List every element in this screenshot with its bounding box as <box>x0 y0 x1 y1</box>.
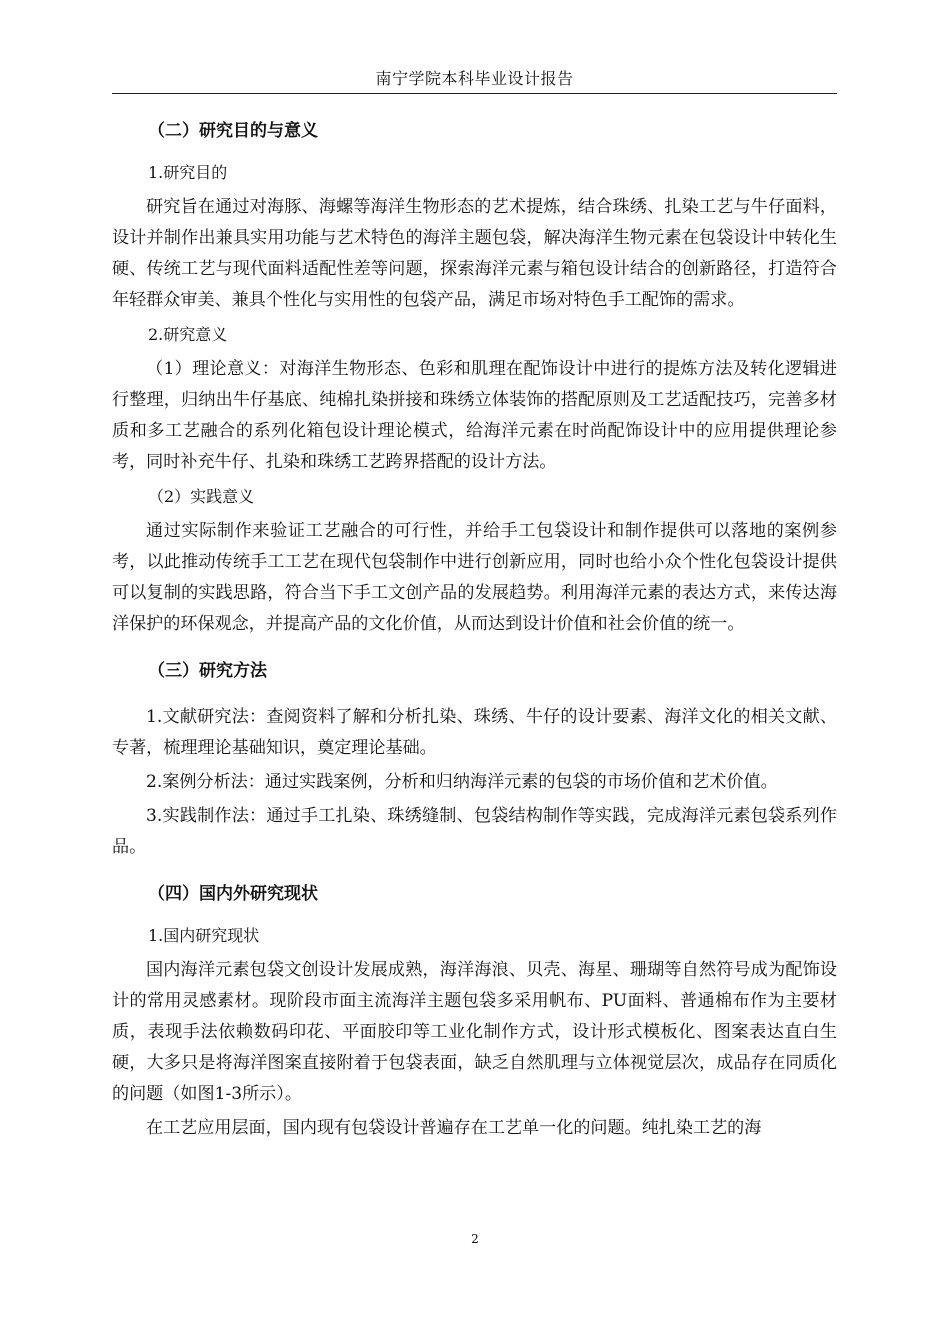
theory-label: （1）理论意义： <box>146 359 280 379</box>
document-body <box>112 112 837 1144</box>
method-item: 1.文献研究法：查阅资料了解和分析扎染、珠绣、牛仔的设计要素、海洋文化的相关文献、专著，梳理理论基础知识，奠定理论基础。 <box>112 707 837 758</box>
section-heading-research-status: （四）国内外研究现状 <box>148 884 318 904</box>
paragraph-research-purpose: 研究旨在通过对海豚、海螺等海洋生物形态的艺术提炼，结合珠绣、扎染工艺与牛仔面料，设计并制作出兼具实用功能与艺术特色的海洋主题包袋，解决海洋生物元素在包袋设计中转化生硬、传统工艺与现代面料适配性差等问题，探索海洋元素与箱包设计结合的创新路径，打造符合年轻群众审美、兼具个性化与实用性的包袋产品，满足市场对特色手工配饰的需求。 <box>112 197 837 310</box>
page-number: 2 <box>471 1232 479 1246</box>
section-heading-purpose: （二）研究目的与意义 <box>148 121 318 141</box>
subheading-domestic-status: 1.国内研究现状 <box>148 926 260 945</box>
paragraph-domestic-status: 国内海洋元素包袋文创设计发展成熟，海洋海浪、贝壳、海星、珊瑚等自然符号成为配饰设计的常用灵感素材。现阶段市面主流海洋主题包袋多采用帆布、PU面料、普通棉布作为主要材质，表现手法依赖数码印花、平面胶印等工业化制作方式，设计形式模板化、图案表达直白生硬，大多只是将海洋图案直接附着于包袋表面，缺乏自然肌理与立体视觉层次，成品存在同质化的问题（如图1-3所示）。 <box>112 960 837 1104</box>
paragraph-craft-application: 在工艺应用层面，国内现有包袋设计普遍存在工艺单一化的问题。纯扎染工艺的海 <box>146 1118 762 1138</box>
subheading-research-purpose: 1.研究目的 <box>148 163 228 182</box>
paragraph-practice-significance: 通过实际制作来验证工艺融合的可行性，并给手工包袋设计和制作提供可以落地的案例参考，以此推动传统手工工艺在现代包袋制作中进行创新应用，同时也给小众个性化包袋设计提供可以复制的实践思路，符合当下手工文创产品的发展趋势。利用海洋元素的表达方式，来传达海洋保护的环保观念，并提高产品的文化价值，从而达到设计价值和社会价值的统一。 <box>112 521 837 634</box>
method-item: 2.案例分析法：通过实践案例，分析和归纳海洋元素的包袋的市场价值和艺术价值。 <box>146 772 778 792</box>
subheading-practice-significance: （2）实践意义 <box>148 487 255 506</box>
page-header: 南宁学院本科毕业设计报告 <box>112 66 837 94</box>
theory-text: 对海洋生物形态、色彩和肌理在配饰设计中进行的提炼方法及转化逻辑进行整理，归纳出牛仔基底、纯棉扎染拼接和珠绣立体装饰的搭配原则及工艺适配技巧，完善多材质和多工艺融合的系列化箱包设计理论模式，给海洋元素在时尚配饰设计中的应用提供理论参考，同时补充牛仔、扎染和珠绣工艺跨界搭配的设计方法。 <box>112 359 837 472</box>
section-heading-methods: （三）研究方法 <box>148 661 267 681</box>
paragraph-theory-significance <box>112 354 837 478</box>
method-item: 3.实践制作法：通过手工扎染、珠绣缝制、包袋结构制作等实践，完成海洋元素包袋系列作品。 <box>112 806 837 857</box>
subheading-research-significance: 2.研究意义 <box>148 325 228 344</box>
